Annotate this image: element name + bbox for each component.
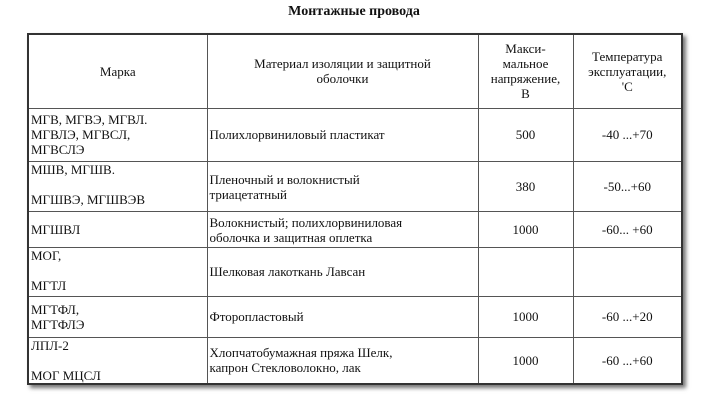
- header-temp-line2: эксплуатации,: [588, 63, 667, 79]
- header-material-line1: Материал изоляции и защитной: [254, 56, 431, 72]
- cell-voltage: 1000: [478, 337, 573, 384]
- cell-voltage: 1000: [478, 296, 573, 337]
- header-voltage: [478, 34, 573, 108]
- cell-voltage: 380: [478, 162, 573, 212]
- material-line: Волокнистый; полихлорвиниловая: [209, 214, 403, 230]
- cell-voltage: 1000: [478, 212, 573, 248]
- table-row: [28, 248, 682, 296]
- header-voltage-line2: мальное: [502, 56, 549, 72]
- header-material-line2: оболочки: [316, 71, 369, 87]
- mark-line: МГШВЛ: [31, 222, 81, 238]
- cell-voltage: 500: [478, 108, 573, 161]
- cell-temperature: -60 ...+60: [573, 337, 682, 384]
- mark-line: МГТЛ: [31, 278, 67, 294]
- header-material: [207, 34, 478, 108]
- cell-temperature: [573, 248, 682, 296]
- mark-line: МОГ МЦСЛ: [31, 367, 101, 383]
- material-line: Полихлорвиниловый пластикат: [209, 127, 385, 143]
- material-line: триацетатный: [209, 186, 287, 202]
- mark-line: МГТФЛ,: [31, 301, 80, 317]
- header-temp-line1: Температура: [592, 48, 663, 64]
- page-title: Монтажные провода: [288, 4, 420, 19]
- table-row: [28, 212, 682, 248]
- cell-material: [207, 212, 478, 248]
- cell-mark: [28, 212, 207, 248]
- cell-temperature: -60 ...+20: [573, 296, 682, 337]
- cell-temperature: -60... +60: [573, 212, 682, 248]
- cell-temperature: -50...+60: [573, 162, 682, 212]
- cell-mark: [28, 337, 207, 384]
- cell-material: [207, 108, 478, 161]
- cell-temperature: -40 ...+70: [573, 108, 682, 161]
- material-line: Шелковая лакоткань Лавсан: [209, 264, 366, 280]
- header-voltage-line3: напряжение,: [490, 71, 561, 87]
- header-voltage-line4: В: [521, 86, 530, 102]
- material-line: Хлопчатобумажная пряжа Шелк,: [209, 345, 393, 361]
- cell-mark: [28, 248, 207, 296]
- mark-line: МОГ,: [31, 248, 62, 264]
- mark-line: МГВ, МГВЭ, МГВЛ.: [31, 112, 148, 128]
- cell-material: [207, 162, 478, 212]
- table-row: [28, 337, 682, 384]
- cell-mark: [28, 296, 207, 337]
- table-row: [28, 162, 682, 212]
- table-row: [28, 296, 682, 337]
- cell-material: [207, 248, 478, 296]
- material-line: Фторопластовый: [209, 309, 304, 325]
- header-voltage-line1: Макси-: [505, 41, 546, 57]
- material-line: оболочка и защитная оплетка: [209, 229, 373, 245]
- material-line: Пленочный и волокнистый: [209, 171, 360, 187]
- mark-line: МГТФЛЭ: [31, 316, 85, 332]
- material-line: капрон Стекловолокно, лак: [209, 360, 361, 376]
- header-mark: [28, 34, 207, 108]
- header-temp-line3: 'С: [621, 78, 633, 94]
- header-row: [28, 34, 682, 108]
- cell-mark: [28, 162, 207, 212]
- table-row: [28, 108, 682, 161]
- mark-line: МГВЛЭ, МГВСЛ,: [31, 127, 131, 143]
- mark-line: ЛПЛ-2: [31, 337, 69, 353]
- cell-voltage: [478, 248, 573, 296]
- cell-material: [207, 337, 478, 384]
- mark-line: МШВ, МГШВ.: [31, 162, 115, 178]
- header-temperature: [573, 34, 682, 108]
- cell-mark: [28, 108, 207, 161]
- mark-line: МГШВЭ, МГШВЭВ: [31, 192, 146, 208]
- header-mark-label: Марка: [99, 63, 136, 79]
- cell-material: [207, 296, 478, 337]
- mark-line: МГВСЛЭ: [31, 142, 85, 158]
- wires-table: [27, 33, 683, 385]
